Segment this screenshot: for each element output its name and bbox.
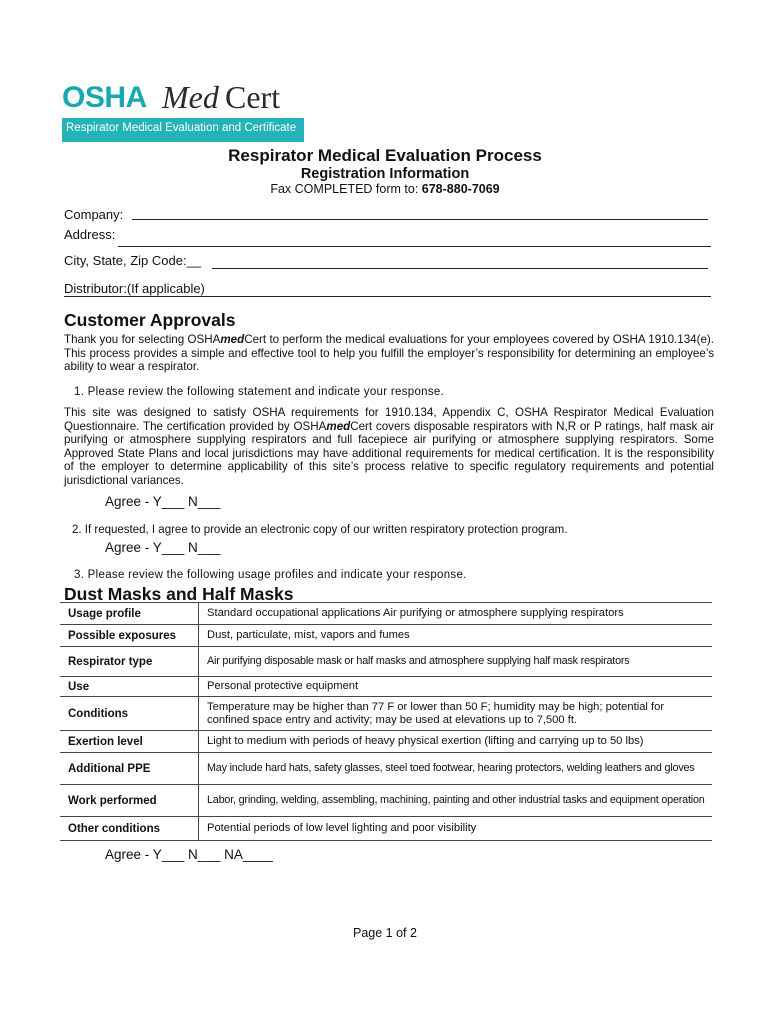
agree-1[interactable]: Agree - Y___ N___ (105, 494, 221, 509)
row-value: Temperature may be higher than 77 F or lower than 50 F; humidity may be high; potential for confined space entry and activity; may be used at elevations up to 7,500 ft. (199, 697, 713, 731)
table-row (60, 697, 712, 731)
agree-2[interactable]: Agree - Y___ N___ (105, 540, 221, 555)
agree-3[interactable]: Agree - Y___ N___ NA____ (105, 847, 273, 862)
row-value: Light to medium with periods of heavy physical exertion (lifting and carrying up to 50 lbs) (199, 731, 713, 753)
row-value: May include hard hats, safety glasses, steel toed footwear, hearing protectors, welding leathers and gloves (199, 753, 713, 785)
statement-text-2: Cert covers disposable respirators with N,R or P ratings, half mask air purifying or atmosphere supplying respirators and full facepiece air purifying or atmosphere supplying respirators. Some Approved State Plans and local jurisdictions may have additional requirements for medical certification. It is the responsibility of the employer to determine applicability of this site’s process relative to specific regulatory requirements and potential jurisdictional variances. (64, 419, 714, 487)
row-label: Respirator type (60, 647, 199, 677)
item-3: 3. Please review the following usage profiles and indicate your response. (74, 569, 467, 581)
intro-text-1: Thank you for selecting OSHA (64, 333, 221, 346)
page-subtitle: Registration Information (300, 166, 470, 182)
distributor-field[interactable] (64, 296, 711, 297)
city-state-zip-field[interactable] (212, 268, 708, 269)
company-label: Company: (64, 207, 124, 222)
city-state-zip-label (64, 253, 201, 268)
logo-osha-text: OSHA (62, 81, 147, 114)
row-label: Exertion level (60, 731, 199, 753)
dust-masks-heading: Dust Masks and Half Masks (64, 584, 294, 604)
row-label: Possible exposures (60, 625, 199, 647)
item-1: 1. Please review the following statement and indicate your response. (74, 386, 445, 398)
table-row (60, 785, 712, 817)
distributor-label: Distributor:(If applicable) (64, 281, 205, 296)
row-value: Personal protective equipment (199, 677, 713, 697)
table-row (60, 753, 712, 785)
intro-med: med (220, 333, 245, 346)
table-row (60, 817, 712, 841)
row-value: Dust, particulate, mist, vapors and fumes (199, 625, 713, 647)
table-row (60, 603, 712, 625)
logo-tagline: Respirator Medical Evaluation and Certificate (66, 122, 297, 134)
customer-approvals-heading: Customer Approvals (64, 310, 236, 330)
fax-prefix: Fax COMPLETED form to: (270, 182, 419, 196)
city-label-suffix: __ (186, 253, 202, 268)
row-value: Air purifying disposable mask or half masks and atmosphere supplying half mask respirators (199, 647, 713, 677)
usage-profile-table (60, 602, 712, 841)
statement-paragraph (64, 406, 714, 487)
fax-number: 678-880-7069 (421, 182, 500, 196)
page-title: Respirator Medical Evaluation Process (228, 146, 542, 165)
row-label: Additional PPE (60, 753, 199, 785)
fax-line (0, 182, 770, 196)
row-value: Labor, grinding, welding, assembling, machining, painting and other industrial tasks and equipment operation (199, 785, 713, 817)
approvals-intro (64, 333, 714, 374)
page-number: Page 1 of 2 (353, 926, 417, 940)
table-row (60, 677, 712, 697)
address-field[interactable] (118, 246, 711, 247)
row-label: Other conditions (60, 817, 199, 841)
row-value: Potential periods of low level lighting and poor visibility (199, 817, 713, 841)
table-row (60, 731, 712, 753)
row-label: Use (60, 677, 199, 697)
logo-med-text: Med (162, 79, 219, 115)
company-field[interactable] (132, 219, 708, 220)
row-label: Usage profile (60, 603, 199, 625)
city-label-text: City, State, Zip Code: (64, 253, 187, 268)
row-label: Conditions (60, 697, 199, 731)
row-value: Standard occupational applications Air purifying or atmosphere supplying respirators (199, 603, 713, 625)
statement-text-1: This site was designed to satisfy OSHA requirements for 1910.134, Appendix C, OSHA Respirator Medical Evaluation Questionnaire. The certification provided by OSHA (64, 406, 714, 433)
logo-cert-text: Cert (225, 79, 281, 115)
row-label: Work performed (60, 785, 199, 817)
item-2: 2. If requested, I agree to provide an electronic copy of our written respiratory protection program. (72, 524, 568, 536)
address-label: Address: (64, 227, 116, 242)
statement-med: med (326, 419, 351, 433)
table-row (60, 625, 712, 647)
intro-text-2: Cert to perform the medical evaluations for your employees covered by OSHA 1910.134(e). This process provides a simple and effective tool to help you fulfill the employer’s responsibility for determining an employee’s ability to wear a respirator. (64, 333, 714, 373)
osha-medcert-logo (62, 80, 304, 144)
table-row (60, 647, 712, 677)
